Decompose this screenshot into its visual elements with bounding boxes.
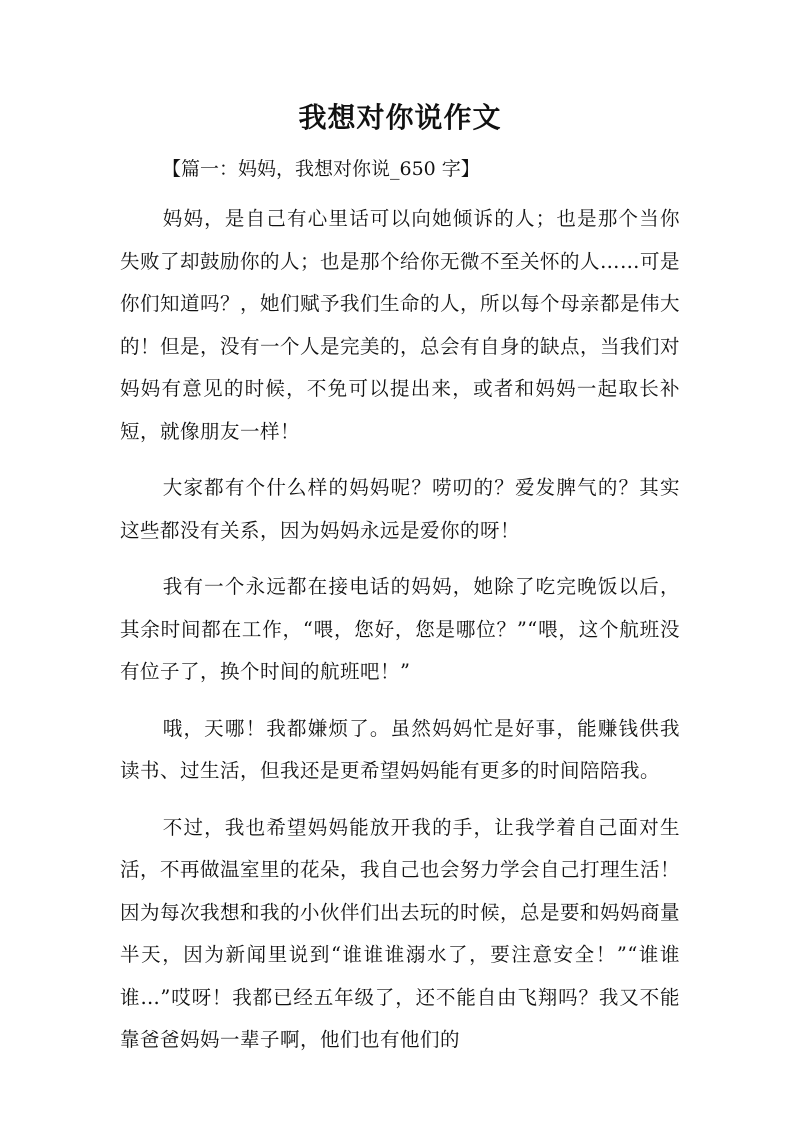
paragraph-4: [120, 708, 680, 793]
paragraph-3-text: 我有一个永远都在接电话的妈妈，她除了吃完晚饭以后，其余时间都在工作，“喂，您好，您是哪位？”“喂，这个航班没有位子了，换个时间的航班吧！”: [120, 575, 680, 683]
paragraph-5: [120, 807, 680, 1062]
document-title: 我想对你说作文: [298, 101, 502, 134]
paragraph-5-text: 不过，我也希望妈妈能放开我的手，让我学着自己面对生活，不再做温室里的花朵，我自己也会努力学会自己打理生活！因为每次我想和我的小伙伴们出去玩的时候，总是要和妈妈商量半天，因为新闻里说到“谁谁谁溺水了，要注意安全！”“谁谁谁…”哎呀！我都已经五年级了，还不能自由飞翔吗？我又不能靠爸爸妈妈一辈子啊，他们也有他们的: [120, 815, 681, 1051]
paragraph-3: [120, 566, 680, 694]
paragraph-1-text: 妈妈，是自己有心里话可以向她倾诉的人；也是那个当你失败了却鼓励你的人；也是那个给你无微不至关怀的人……可是你们知道吗？，她们赋予我们生命的人，所以每个母亲都是伟大的！但是，没有一个人是完美的，总会有自身的缺点，当我们对妈妈有意见的时候，不免可以提出来，或者和妈妈一起取长补短，就像朋友一样！: [120, 207, 681, 443]
paragraph-1: [120, 198, 680, 453]
section-heading: 【篇一：妈妈，我想对你说_650 字】: [162, 158, 480, 180]
document-page: [120, 96, 680, 1062]
paragraph-2: [120, 467, 680, 552]
paragraph-4-text: 哦，天哪！我都嫌烦了。虽然妈妈忙是好事，能赚钱供我读书、过生活，但我还是更希望妈妈能有更多的时间陪陪我。: [120, 716, 680, 782]
paragraph-2-text: 大家都有个什么样的妈妈呢？唠叨的？爱发脾气的？其实这些都没有关系，因为妈妈永远是爱你的呀！: [120, 476, 680, 542]
